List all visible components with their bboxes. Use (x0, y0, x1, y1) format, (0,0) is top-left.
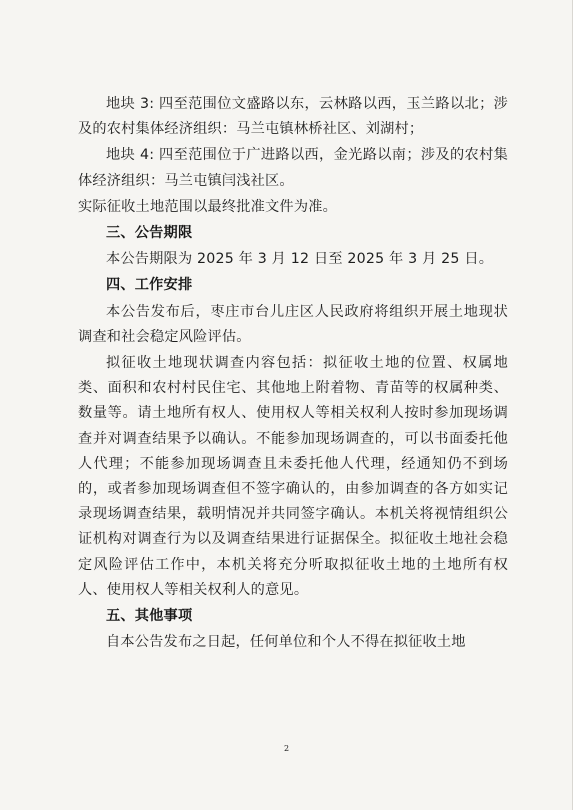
section-heading-other-matters: 五、其他事项 (106, 608, 193, 625)
other-matters-paragraph: 自本公告发布之日起，任何单位和个人不得在拟征收土地 (106, 634, 466, 651)
section-heading-work-arrangement: 四、工作安排 (106, 277, 193, 294)
announcement-period-paragraph: 本公告期限为 2025 年 3 月 12 日至 2025 年 3 月 25 日。 (106, 251, 494, 268)
land-survey-paragraph: 拟征收土地现状调查内容包括：拟征收土地的位置、权属地类、面积和农村村民住宅、其他地上附着物、青苗等的权属种类、数量等。请土地所有权人、使用权人等相关权利人按时参加现场调查并对调查结果予以确认。不能参加现场调查的，可以书面委托他人代理；不能参加现场调查且未委托他人代理，经通知仍不到场的，或者参加现场调查但不签字确认的，由参加调查的各方如实记录现场调查结果，载明情况并共同签字确认。本机关将视情组织公证机构对调查行为以及调查结果进行证据保全。拟征收土地社会稳定风险评估工作中，本机关将充分听取拟征收土地的土地所有权人、使用权人等相关权利人的意见。 (78, 355, 508, 598)
parcel-4-paragraph: 地块 4: 四至范围位于广进路以西，金光路以南；涉及的农村集体经济组织：马兰屯镇闫浅社区。 (78, 147, 508, 189)
parcel-3-paragraph: 地块 3: 四至范围位文盛路以东，云林路以西，玉兰路以北；涉及的农村集体经济组织：马兰屯镇林桥社区、刘湖村； (78, 96, 508, 138)
page-number: 2 (283, 744, 290, 753)
document-body (78, 92, 508, 656)
work-arrangement-paragraph: 本公告发布后，枣庄市台儿庄区人民政府将组织开展土地现状调查和社会稳定风险评估。 (78, 303, 508, 345)
actual-scope-note: 实际征收土地范围以最终批准文件为准。 (78, 198, 337, 215)
section-heading-announcement-period: 三、公告期限 (106, 225, 193, 242)
